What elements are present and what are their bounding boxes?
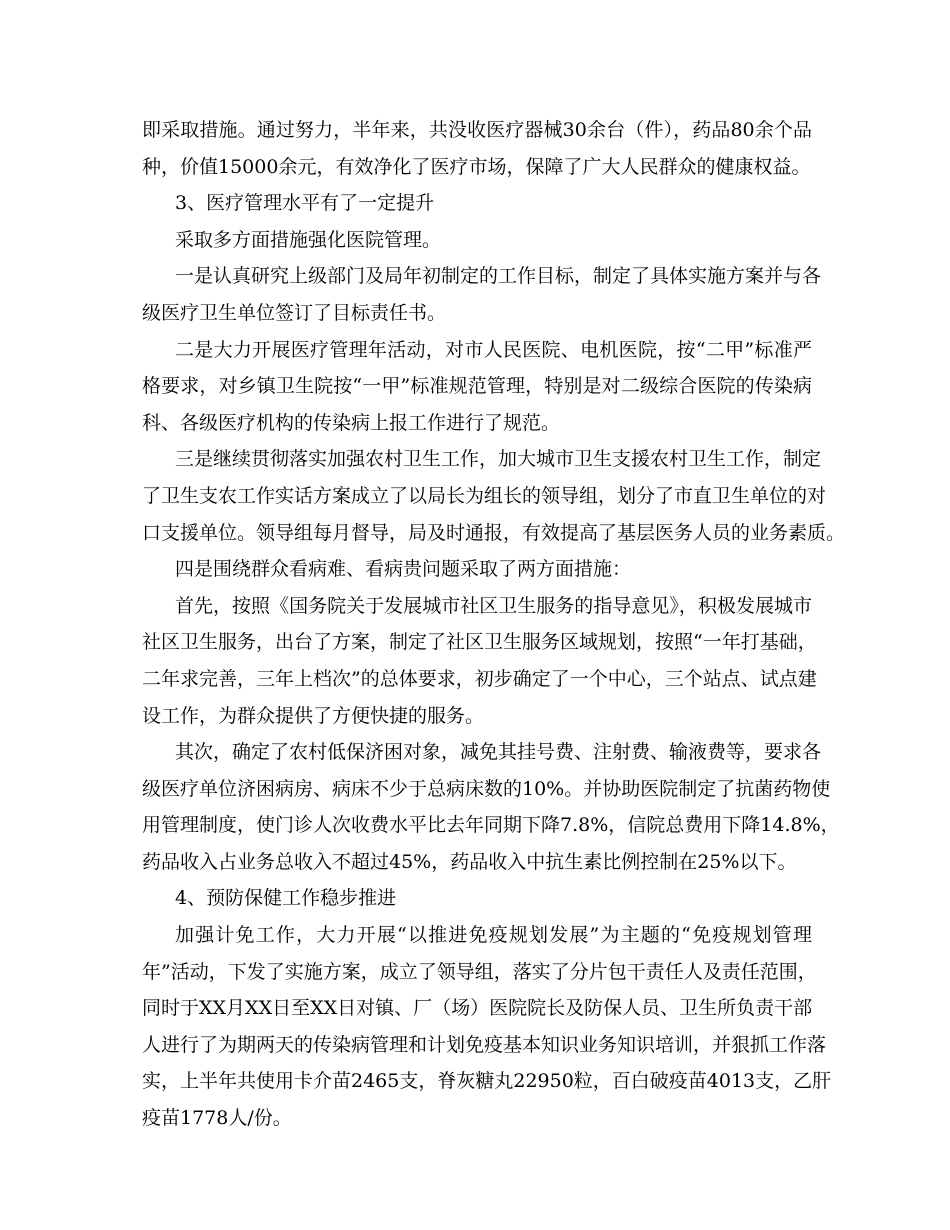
paragraph-line: 级医疗卫生单位签订了目标责任书。 [142,301,447,324]
paragraph-line: 社区卫生服务，出台了方案，制定了社区卫生服务区域规划，按照“一年打基础， [142,631,817,654]
paragraph-line: 人进行了为期两天的传染病管理和计划免疫基本知识业务知识培训，并狠抓工作落 [142,1033,827,1056]
paragraph-line: 实，上半年共使用卡介苗2465支，脊灰糖丸22950粒，百白破疫苗4013支，乙肝 [142,1070,832,1093]
paragraph-line: 设工作，为群众提供了方便快捷的服务。 [142,704,485,727]
paragraph-line: 二年求完善，三年上档次”的总体要求，初步确定了一个中心，三个站点、试点建 [142,667,817,690]
section-heading: 3、医疗管理水平有了一定提升 [175,192,435,215]
paragraph-line: 用管理制度，使门诊人次收费水平比去年同期下降7.8%，信院总费用下降14.8%， [142,814,840,837]
paragraph-line: 同时于XX月XX日至XX日对镇、厂（场）医院院长及防保人员、卫生所负责干部 [142,997,813,1020]
paragraph-line: 加强计免工作，大力开展“以推进免疫规划发展”为主题的“免疫规划管理 [175,924,812,947]
paragraph-line: 二是大力开展医疗管理年活动，对市人民医院、电机医院，按“二甲”标准严 [175,338,812,361]
paragraph-line: 即采取措施。通过努力，半年来，共没收医疗器械30余台（件），药品80余个品 [142,119,812,141]
paragraph-line: 采取多方面措施强化医院管理。 [175,228,442,251]
paragraph-line: 格要求，对乡镇卫生院按“一甲”标准规范管理，特别是对二级综合医院的传染病 [142,375,812,398]
paragraph-line: 首先，按照《国务院关于发展城市社区卫生服务的指导意见》，积极发展城市 [175,594,812,617]
paragraph-line: 种，价值15000余元，有效净化了医疗市场，保障了广大人民群众的健康权益。 [142,155,811,178]
paragraph-line: 级医疗单位济困病房、病床不少于总病床数的10%。并协助医院制定了抗菌药物使 [142,777,831,800]
paragraph-line: 年”活动，下发了实施方案，成立了领导组，落实了分片包干责任人及责任范围， [142,960,817,983]
paragraph-line: 一是认真研究上级部门及局年初制定的工作目标，制定了具体实施方案并与各 [175,265,822,288]
paragraph-line: 四是围绕群众看病难、看病贵问题采取了两方面措施： [175,558,632,581]
document-body [142,112,846,1137]
paragraph-line: 三是继续贯彻落实加强农村卫生工作，加大城市卫生支援农村卫生工作，制定 [175,448,822,471]
section-heading: 4、预防保健工作稳步推进 [175,887,397,910]
paragraph-line: 疫苗1778人/份。 [142,1107,292,1130]
paragraph-line: 了卫生支农工作实话方案成立了以局长为组长的领导组，划分了市直卫生单位的对 [142,484,827,507]
paragraph-line: 科、各级医疗机构的传染病上报工作进行了规范。 [142,411,561,434]
paragraph-line: 药品收入占业务总收入不超过45%，药品收入中抗生素比例控制在25%以下。 [142,850,797,873]
paragraph-line: 其次，确定了农村低保济困对象，减免其挂号费、注射费、输液费等，要求各 [175,741,822,764]
paragraph-line: 口支援单位。领导组每月督导，局及时通报，有效提高了基层医务人员的业务素质。 [142,521,846,544]
